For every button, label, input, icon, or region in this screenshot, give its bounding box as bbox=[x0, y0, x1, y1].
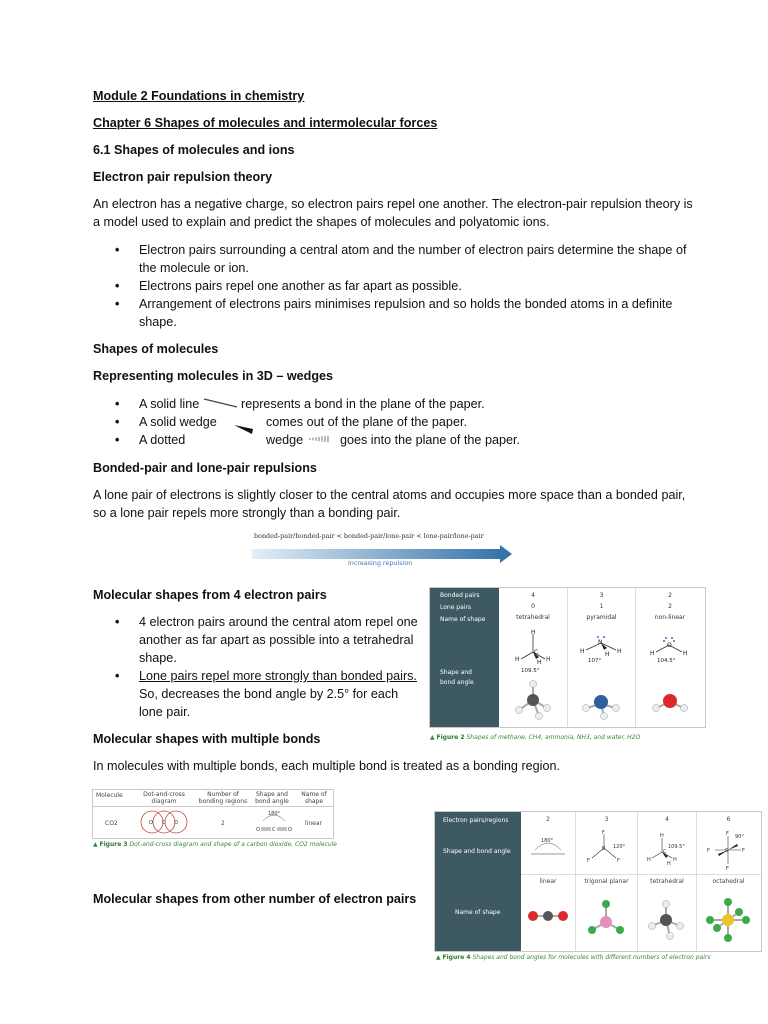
svg-text:H: H bbox=[673, 857, 677, 863]
svg-text:F: F bbox=[726, 831, 729, 837]
repulsion-order-text: bonded-pair/bonded-pair < bonded-pair/lone-pair < lone-pair/lone-pair bbox=[254, 532, 484, 540]
svg-text:H: H bbox=[650, 650, 655, 657]
row-header: Lone pairs bbox=[440, 604, 472, 611]
svg-text:F: F bbox=[602, 830, 605, 836]
figure-4-col-tetrahedral bbox=[638, 812, 697, 951]
svg-text:H: H bbox=[605, 651, 610, 658]
co2-dot-cross-diagram bbox=[137, 807, 191, 837]
shape-name-cell: linear bbox=[305, 820, 322, 827]
figure-2-caption: ▲ Figure 2 Shapes of methane, CH4, ammonia, NH3, and water, H2O bbox=[430, 734, 641, 741]
angle-label: 104.5° bbox=[657, 658, 676, 664]
repulsion-arrow-figure bbox=[252, 532, 514, 572]
figure-4-table bbox=[434, 811, 762, 952]
chapter-title: Chapter 6 Shapes of molecules and intermolecular forces bbox=[93, 116, 438, 130]
solid-line-label: A solid line bbox=[139, 397, 200, 411]
caption-text: Shapes of methane, CH4, ammonia, NH3, and water, H2O bbox=[466, 734, 641, 741]
ammonia-model-icon bbox=[568, 680, 635, 725]
cell: tetrahedral bbox=[516, 614, 550, 621]
cell: octahedral bbox=[712, 878, 745, 885]
row-header: Name of shape bbox=[440, 616, 486, 623]
co2-shape-diagram bbox=[253, 807, 295, 835]
svg-text:H: H bbox=[546, 656, 551, 663]
column-header: Name of shape bbox=[301, 791, 327, 805]
angle-label: 90° bbox=[735, 834, 744, 840]
figure-4-caption: ▲ Figure 4 Shapes and bond angles for molecules with different numbers of electron pairs bbox=[436, 954, 711, 961]
figure-4-row-headers bbox=[435, 812, 521, 951]
svg-text:H: H bbox=[537, 659, 542, 666]
caption-label: Figure 4 bbox=[442, 954, 471, 961]
list-item: • Lone pairs repel more strongly than bonded pairs. So, decreases the bond angle by 2.5° for each lone pair. bbox=[115, 669, 417, 719]
svg-text:H: H bbox=[580, 648, 585, 655]
svg-text:F: F bbox=[617, 858, 620, 864]
list-item-text: Arrangement of electrons pairs minimises repulsion and so holds the bonded atoms in a definite shape. bbox=[139, 297, 673, 329]
svg-text:H: H bbox=[660, 833, 664, 839]
svg-text:B: B bbox=[602, 846, 606, 852]
solid-line-bond-icon bbox=[203, 397, 239, 409]
solid-wedge-desc: comes out of the plane of the paper. bbox=[266, 415, 467, 429]
repulsion-label: increasing repulsion bbox=[348, 559, 413, 567]
svg-text:C: C bbox=[663, 849, 667, 855]
row-header: Electron pairs/regions bbox=[443, 817, 509, 824]
column-header: Molecule bbox=[96, 792, 123, 799]
svg-text:O: O bbox=[256, 827, 260, 833]
dotted-label: A dotted bbox=[139, 433, 186, 447]
list-item-text: 4 electron pairs around the central atom repel one another as far apart as possible into a tetrahedral shape. bbox=[139, 615, 418, 665]
bullet-dot: • bbox=[115, 433, 120, 447]
figure-4-col-trigonal bbox=[576, 812, 638, 951]
svg-text:O: O bbox=[174, 820, 178, 826]
row-header: Shape and bond angle bbox=[440, 669, 474, 686]
list-item-text: Electron pairs surrounding a central atom and the number of electron pairs determine the shape of the molecule or ion. bbox=[139, 243, 687, 275]
cell: linear bbox=[539, 878, 557, 885]
non-linear-diagram bbox=[636, 626, 704, 676]
list-item-text: So, decreases the bond angle by 2.5° for each lone pair. bbox=[139, 687, 399, 719]
lonepair-heading: Bonded-pair and lone-pair repulsions bbox=[93, 461, 317, 475]
svg-text:F: F bbox=[726, 866, 729, 872]
list-item: • Arrangement of electrons pairs minimises repulsion and so holds the bonded atoms in a definite shape. bbox=[115, 297, 673, 329]
shapes-heading: Shapes of molecules bbox=[93, 342, 219, 356]
figure-2-col-non-linear bbox=[636, 588, 704, 727]
svg-text:F: F bbox=[587, 858, 590, 864]
list-item-underlined: Lone pairs repel more strongly than bonded pairs. bbox=[139, 669, 417, 683]
cell: 2 bbox=[668, 603, 672, 610]
octahedral-model-icon bbox=[697, 896, 760, 942]
four-pairs-heading: Molecular shapes from 4 electron pairs bbox=[93, 588, 327, 602]
figure-4-col-octahedral bbox=[697, 812, 760, 951]
tetrahedral-diagram bbox=[638, 828, 696, 872]
figure-2-col-pyramidal bbox=[568, 588, 636, 727]
column-header: Shape and bond angle bbox=[255, 791, 289, 805]
regions-cell: 2 bbox=[221, 820, 225, 827]
methane-model-icon bbox=[499, 680, 567, 725]
trigonal-model-icon bbox=[576, 896, 637, 942]
cell: 6 bbox=[726, 816, 731, 823]
cell: 3 bbox=[599, 592, 604, 599]
angle-label: 109.5° bbox=[521, 668, 540, 674]
figure-3-header-row bbox=[93, 790, 333, 807]
tetrahedral-diagram bbox=[499, 626, 567, 676]
module-title: Module 2 Foundations in chemistry bbox=[93, 89, 305, 103]
row-header: Name of shape bbox=[455, 909, 501, 916]
cell: 4 bbox=[531, 592, 535, 599]
cell: 1 bbox=[599, 603, 604, 610]
wedges-heading: Representing molecules in 3D – wedges bbox=[93, 369, 334, 383]
pyramidal-diagram bbox=[568, 626, 635, 676]
angle-label: 109.5° bbox=[668, 844, 685, 850]
svg-text:F: F bbox=[742, 848, 745, 854]
trigonal-diagram bbox=[576, 828, 637, 872]
epr-bullet-list bbox=[93, 241, 693, 331]
dotted-wedge-desc: goes into the plane of the paper. bbox=[340, 433, 520, 447]
cell: non-linear bbox=[654, 614, 686, 621]
cell: 2 bbox=[668, 592, 672, 599]
cell: 3 bbox=[604, 816, 609, 823]
caption-text: Dot-and-cross diagram and shape of a carbon dioxide, CO2 molecule bbox=[129, 841, 337, 848]
svg-text:O: O bbox=[667, 642, 672, 649]
solid-wedge-label: A solid wedge bbox=[139, 415, 217, 429]
cell: 2 bbox=[546, 816, 550, 823]
angle-label: 180° bbox=[541, 838, 554, 844]
svg-text:H: H bbox=[617, 648, 622, 655]
bullet-dot: • bbox=[115, 397, 120, 411]
dotted-wedge-label: wedge bbox=[266, 433, 304, 447]
figure-4-col-linear bbox=[521, 812, 576, 951]
solid-line-desc: represents a bond in the plane of the paper. bbox=[241, 397, 485, 411]
svg-text:H: H bbox=[667, 861, 671, 867]
multiple-text: In molecules with multiple bonds, each multiple bond is treated as a bonding region. bbox=[93, 759, 560, 773]
svg-text:H: H bbox=[683, 650, 688, 657]
row-header: Bonded pairs bbox=[440, 592, 480, 599]
epr-intro: An electron has a negative charge, so electron pairs repel one another. The electron-pair repulsion theory is a model used to explain and predict the shapes of molecules and polyatomic ions. bbox=[93, 197, 693, 229]
solid-wedge-icon bbox=[233, 423, 255, 435]
water-model-icon bbox=[636, 680, 704, 725]
caption-text: Shapes and bond angles for molecules with different numbers of electron pairs bbox=[472, 954, 711, 961]
list-item: • 4 electron pairs around the central atom repel one another as far apart as possible into a tetrahedral shape. bbox=[115, 615, 418, 665]
cell: 4 bbox=[665, 816, 669, 823]
figure-3-caption: ▲ Figure 3 Dot-and-cross diagram and shape of a carbon dioxide, CO2 molecule bbox=[93, 841, 337, 848]
cell: tetrahedral bbox=[650, 878, 684, 885]
column-header: Dot-and-cross diagram bbox=[143, 791, 185, 805]
svg-text:H: H bbox=[647, 857, 651, 863]
linear-diagram bbox=[521, 830, 575, 870]
row-header: Shape and bond angle bbox=[443, 848, 511, 855]
svg-text:H: H bbox=[515, 656, 520, 663]
dotted-wedge-icon bbox=[308, 434, 332, 444]
figure-3-table bbox=[92, 789, 334, 839]
angle-label: 120° bbox=[613, 844, 626, 850]
octahedral-diagram bbox=[697, 828, 760, 872]
cell: trigonal planar bbox=[584, 878, 629, 885]
epr-heading: Electron pair repulsion theory bbox=[93, 170, 273, 184]
svg-text:O: O bbox=[149, 820, 153, 826]
svg-text:H: H bbox=[531, 629, 536, 636]
section-title: 6.1 Shapes of molecules and ions bbox=[93, 143, 295, 157]
lonepair-text: A lone pair of electrons is slightly closer to the central atoms and occupies more space than a bonded pair, so a lone pair repels more strongly than a bonding pair. bbox=[93, 488, 686, 520]
tetrahedral-model-icon bbox=[638, 896, 696, 942]
svg-text:C: C bbox=[272, 827, 276, 833]
cell: 0 bbox=[531, 603, 535, 610]
list-item-text: Electrons pairs repel one another as far apart as possible. bbox=[139, 279, 462, 293]
molecule-cell: CO2 bbox=[105, 820, 118, 827]
four-pairs-bullets bbox=[93, 613, 423, 721]
figure-2-table bbox=[429, 587, 706, 728]
column-header: Number of bonding regions bbox=[198, 791, 248, 805]
svg-text:N: N bbox=[598, 639, 603, 646]
cell: pyramidal bbox=[586, 614, 617, 621]
svg-text:C: C bbox=[162, 820, 166, 826]
angle-label: 107° bbox=[588, 658, 602, 664]
angle-label: 180° bbox=[268, 811, 281, 817]
caption-label: Figure 2 bbox=[436, 734, 465, 741]
list-item: • Electron pairs surrounding a central atom and the number of electron pairs determine the shape of the molecule or ion. bbox=[115, 243, 687, 275]
linear-model-icon bbox=[521, 900, 575, 940]
svg-text:C: C bbox=[534, 649, 539, 656]
other-heading: Molecular shapes from other number of electron pairs bbox=[93, 892, 417, 906]
figure-2-col-tetrahedral bbox=[499, 588, 568, 727]
svg-text:F: F bbox=[707, 848, 710, 854]
list-item: • Electrons pairs repel one another as far apart as possible. bbox=[115, 279, 462, 293]
svg-text:S: S bbox=[725, 848, 729, 854]
figure-2-row-headers bbox=[430, 588, 499, 727]
svg-text:O: O bbox=[288, 827, 292, 833]
bullet-dot: • bbox=[115, 415, 120, 429]
caption-label: Figure 3 bbox=[99, 841, 128, 848]
multiple-heading: Molecular shapes with multiple bonds bbox=[93, 732, 321, 746]
